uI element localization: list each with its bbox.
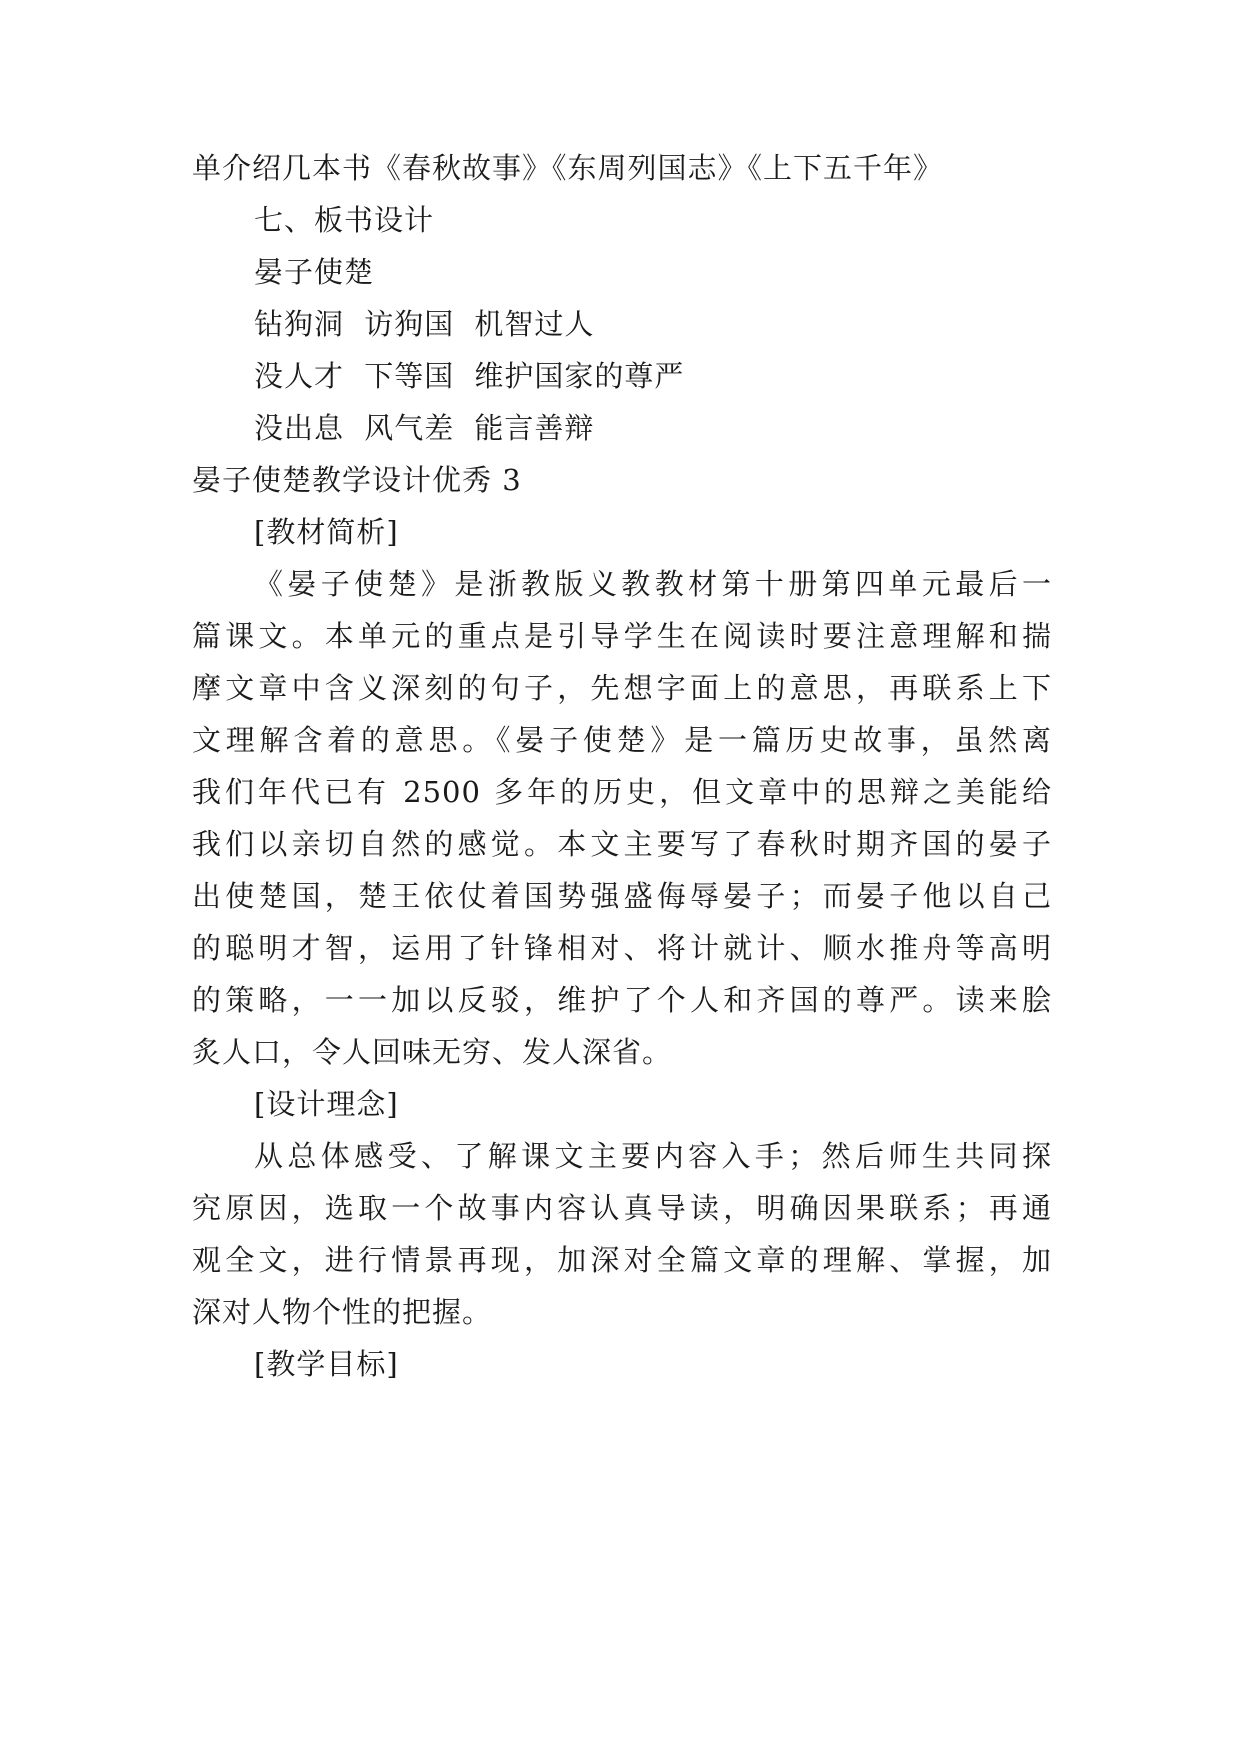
paragraph-line: 的策略，一一加以反驳，维护了个人和齐国的尊严。读来脍 <box>192 983 1052 1017</box>
section-heading-board-design: 七、板书设计 <box>254 203 435 237</box>
section-heading-teaching-goals: [教学目标] <box>254 1347 399 1381</box>
paragraph-line: 从总体感受、了解课文主要内容入手；然后师生共同探 <box>254 1139 1052 1173</box>
paragraph-line: 深对人物个性的把握。 <box>192 1295 493 1329</box>
board-row-2: 没人才 下等国 维护国家的尊严 <box>254 359 685 393</box>
section-heading-design-concept: [设计理念] <box>254 1087 399 1121</box>
paragraph-line: 炙人口，令人回味无穷、发人深省。 <box>192 1035 673 1069</box>
paragraph-line: 摩文章中含义深刻的句子，先想字面上的意思，再联系上下 <box>192 671 1052 705</box>
text-line-book-intro: 单介绍几本书《春秋故事》《东周列国志》《上下五千年》 <box>192 151 944 185</box>
paragraph-line: 文理解含着的意思。《晏子使楚》是一篇历史故事，虽然离 <box>192 723 1052 757</box>
paragraph-line: 我们年代已有 2500 多年的历史，但文章中的思辩之美能给 <box>192 775 1052 809</box>
paragraph-line: 的聪明才智，运用了针锋相对、将计就计、顺水推舟等高明 <box>192 931 1052 965</box>
board-title: 晏子使楚 <box>254 255 375 289</box>
paragraph-line: 出使楚国，楚王依仗着国势强盛侮辱晏子；而晏子他以自己 <box>192 879 1052 913</box>
board-row-3: 没出息 风气差 能言善辩 <box>254 411 595 445</box>
paragraph-line: 究原因，选取一个故事内容认真导读，明确因果联系；再通 <box>192 1191 1052 1225</box>
paragraph-line: 观全文，进行情景再现，加深对全篇文章的理解、掌握，加 <box>192 1243 1052 1277</box>
paragraph-line: 《晏子使楚》是浙教版义教教材第十册第四单元最后一 <box>254 567 1052 601</box>
board-row-1: 钻狗洞 访狗国 机智过人 <box>254 307 595 341</box>
paragraph-line: 我们以亲切自然的感觉。本文主要写了春秋时期齐国的晏子 <box>192 827 1052 861</box>
paragraph-line: 篇课文。本单元的重点是引导学生在阅读时要注意理解和揣 <box>192 619 1052 653</box>
document-title: 晏子使楚教学设计优秀 3 <box>192 463 522 497</box>
section-heading-textbook-analysis: [教材简析] <box>254 515 399 549</box>
